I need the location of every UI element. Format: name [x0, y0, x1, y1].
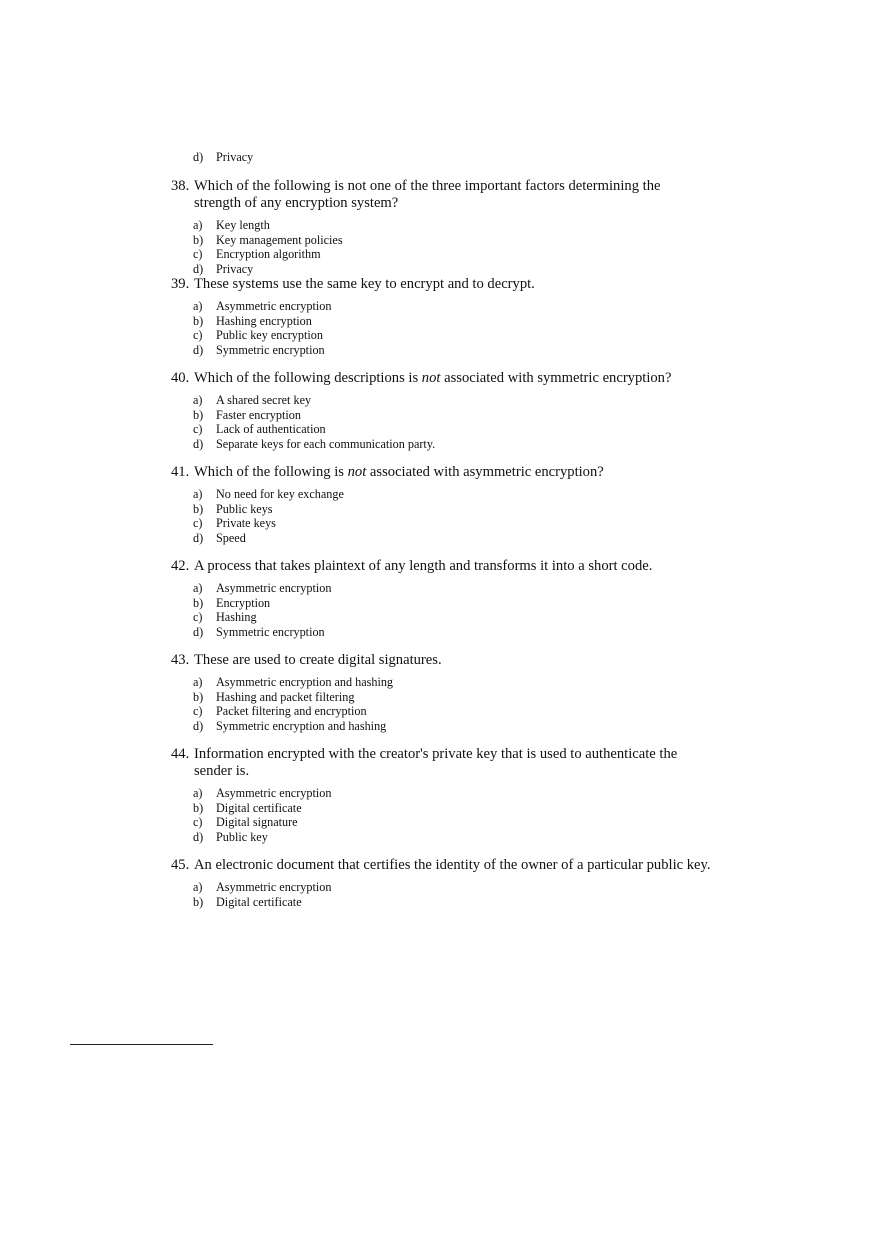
- option-text: Asymmetric encryption: [216, 299, 332, 313]
- option-item: [193, 895, 711, 910]
- options-list: [193, 581, 711, 639]
- option-text: Symmetric encryption: [216, 342, 325, 357]
- option-item: [193, 801, 711, 816]
- option-letter: c): [193, 247, 203, 261]
- option-letter: d): [193, 530, 204, 545]
- question-number: 40.: [171, 370, 190, 386]
- question-text: An electronic document that certifies the identity of the owner of a particular public key.: [194, 857, 711, 873]
- option-text: Packet filtering and encryption: [216, 704, 367, 718]
- option-text: Faster encryption: [216, 407, 301, 422]
- option-letter: b): [193, 313, 204, 328]
- option-item: [193, 150, 253, 165]
- option-text: Key length: [216, 218, 270, 232]
- option-text: Separate keys for each communication party.: [216, 436, 436, 451]
- options-list: [193, 393, 711, 451]
- option-text: Key management policies: [216, 232, 343, 247]
- option-text: Hashing encryption: [216, 313, 312, 328]
- option-letter: b): [193, 800, 204, 815]
- option-letter: b): [193, 232, 204, 247]
- question-text: These systems use the same key to encrypt and to decrypt.: [194, 276, 535, 292]
- question-39: [171, 276, 711, 357]
- option-text: Asymmetric encryption: [216, 880, 332, 894]
- option-letter: d): [193, 436, 204, 451]
- option-text: Digital signature: [216, 815, 298, 829]
- option-letter: a): [193, 581, 203, 595]
- option-letter: a): [193, 880, 203, 894]
- option-text: Symmetric encryption: [216, 624, 325, 639]
- question-41: [171, 464, 711, 545]
- question-text: Which of the following is not one of the three important factors determining the strength of any encryption system?: [194, 178, 661, 211]
- option-item: [193, 815, 711, 830]
- option-item: [193, 531, 711, 546]
- option-letter: c): [193, 704, 203, 718]
- question-text-part: associated with symmetric encryption?: [440, 370, 672, 386]
- question-45: [171, 857, 711, 909]
- question-number: 43.: [171, 652, 190, 668]
- option-letter: a): [193, 393, 203, 407]
- option-text: Asymmetric encryption: [216, 581, 332, 595]
- option-letter: d): [193, 150, 204, 164]
- option-item: [193, 675, 711, 690]
- option-text: Public keys: [216, 501, 273, 516]
- option-item: [193, 408, 711, 423]
- question-44: [171, 746, 711, 844]
- questions-list: [171, 178, 711, 922]
- question-text-emphasis: not: [421, 370, 441, 386]
- option-item: [193, 719, 711, 734]
- option-item: [193, 343, 711, 358]
- option-letter: a): [193, 299, 203, 313]
- option-text: Hashing: [216, 610, 257, 624]
- option-letter: a): [193, 675, 203, 689]
- option-item: [193, 610, 711, 625]
- question-40: [171, 370, 711, 451]
- option-text: No need for key exchange: [216, 487, 344, 501]
- option-letter: b): [193, 407, 204, 422]
- option-letter: b): [193, 689, 204, 704]
- question-number: 39.: [171, 276, 190, 292]
- option-letter: b): [193, 894, 204, 909]
- option-item: [193, 328, 711, 343]
- option-letter: c): [193, 610, 203, 624]
- footnote-separator: [70, 1044, 213, 1045]
- question-number: 41.: [171, 464, 190, 480]
- option-letter: a): [193, 218, 203, 232]
- options-list: [193, 299, 711, 357]
- option-text: Privacy: [216, 261, 254, 276]
- option-item: [193, 581, 711, 596]
- option-text: Encryption algorithm: [216, 247, 321, 261]
- question-number: 42.: [171, 558, 190, 574]
- option-item: [193, 704, 711, 719]
- option-item: [193, 437, 711, 452]
- question-text: Information encrypted with the creator's private key that is used to authenticate the sender is.: [194, 746, 678, 779]
- option-text: Asymmetric encryption: [216, 786, 332, 800]
- option-text: Asymmetric encryption and hashing: [216, 675, 394, 689]
- option-letter: b): [193, 501, 204, 516]
- option-text: Digital certificate: [216, 800, 302, 815]
- option-item: [193, 233, 711, 248]
- option-item: [193, 625, 711, 640]
- option-item: [193, 786, 711, 801]
- option-text: Symmetric encryption and hashing: [216, 718, 387, 733]
- question-number: 45.: [171, 857, 190, 873]
- option-item: [193, 422, 711, 437]
- option-item: [193, 487, 711, 502]
- option-text: Privacy: [216, 150, 254, 164]
- question-text-part: Which of the following descriptions is: [194, 370, 422, 386]
- option-item: [193, 502, 711, 517]
- options-list: [193, 675, 711, 733]
- option-letter: c): [193, 422, 203, 436]
- option-item: [193, 596, 711, 611]
- continued-options-list: [193, 150, 253, 165]
- option-item: [193, 516, 711, 531]
- options-list: [193, 487, 711, 545]
- option-letter: d): [193, 261, 204, 276]
- question-43: [171, 652, 711, 733]
- option-letter: d): [193, 718, 204, 733]
- option-letter: d): [193, 342, 204, 357]
- option-item: [193, 299, 711, 314]
- option-letter: c): [193, 516, 203, 530]
- question-42: [171, 558, 711, 639]
- option-text: Encryption: [216, 595, 271, 610]
- question-text-part: Which of the following is: [194, 464, 348, 480]
- option-text: Hashing and packet filtering: [216, 689, 355, 704]
- option-item: [193, 880, 711, 895]
- option-text: Public key: [216, 829, 268, 844]
- option-letter: b): [193, 595, 204, 610]
- option-letter: c): [193, 328, 203, 342]
- question-text-emphasis: not: [347, 464, 367, 480]
- option-text: Digital certificate: [216, 894, 302, 909]
- question-number: 38.: [171, 178, 190, 194]
- option-text: Speed: [216, 530, 246, 545]
- options-list: [193, 218, 711, 276]
- question-text-part: associated with asymmetric encryption?: [366, 464, 604, 480]
- question-text: These are used to create digital signatures.: [194, 652, 442, 668]
- question-text: [194, 464, 711, 481]
- option-letter: d): [193, 829, 204, 844]
- option-text: Private keys: [216, 516, 276, 530]
- option-text: A shared secret key: [216, 393, 312, 407]
- option-letter: c): [193, 815, 203, 829]
- option-text: Lack of authentication: [216, 422, 326, 436]
- option-item: [193, 690, 711, 705]
- option-item: [193, 247, 711, 262]
- question-number: 44.: [171, 746, 190, 762]
- option-letter: a): [193, 786, 203, 800]
- question-38: [171, 178, 711, 276]
- option-item: [193, 314, 711, 329]
- options-list: [193, 786, 711, 844]
- option-letter: d): [193, 624, 204, 639]
- option-item: [193, 830, 711, 845]
- option-item: [193, 393, 711, 408]
- option-text: Public key encryption: [216, 328, 323, 342]
- question-text: [194, 370, 711, 387]
- option-item: [193, 218, 711, 233]
- option-letter: a): [193, 487, 203, 501]
- options-list: [193, 880, 711, 909]
- question-text: A process that takes plaintext of any length and transforms it into a short code.: [194, 558, 653, 574]
- option-item: [193, 262, 711, 277]
